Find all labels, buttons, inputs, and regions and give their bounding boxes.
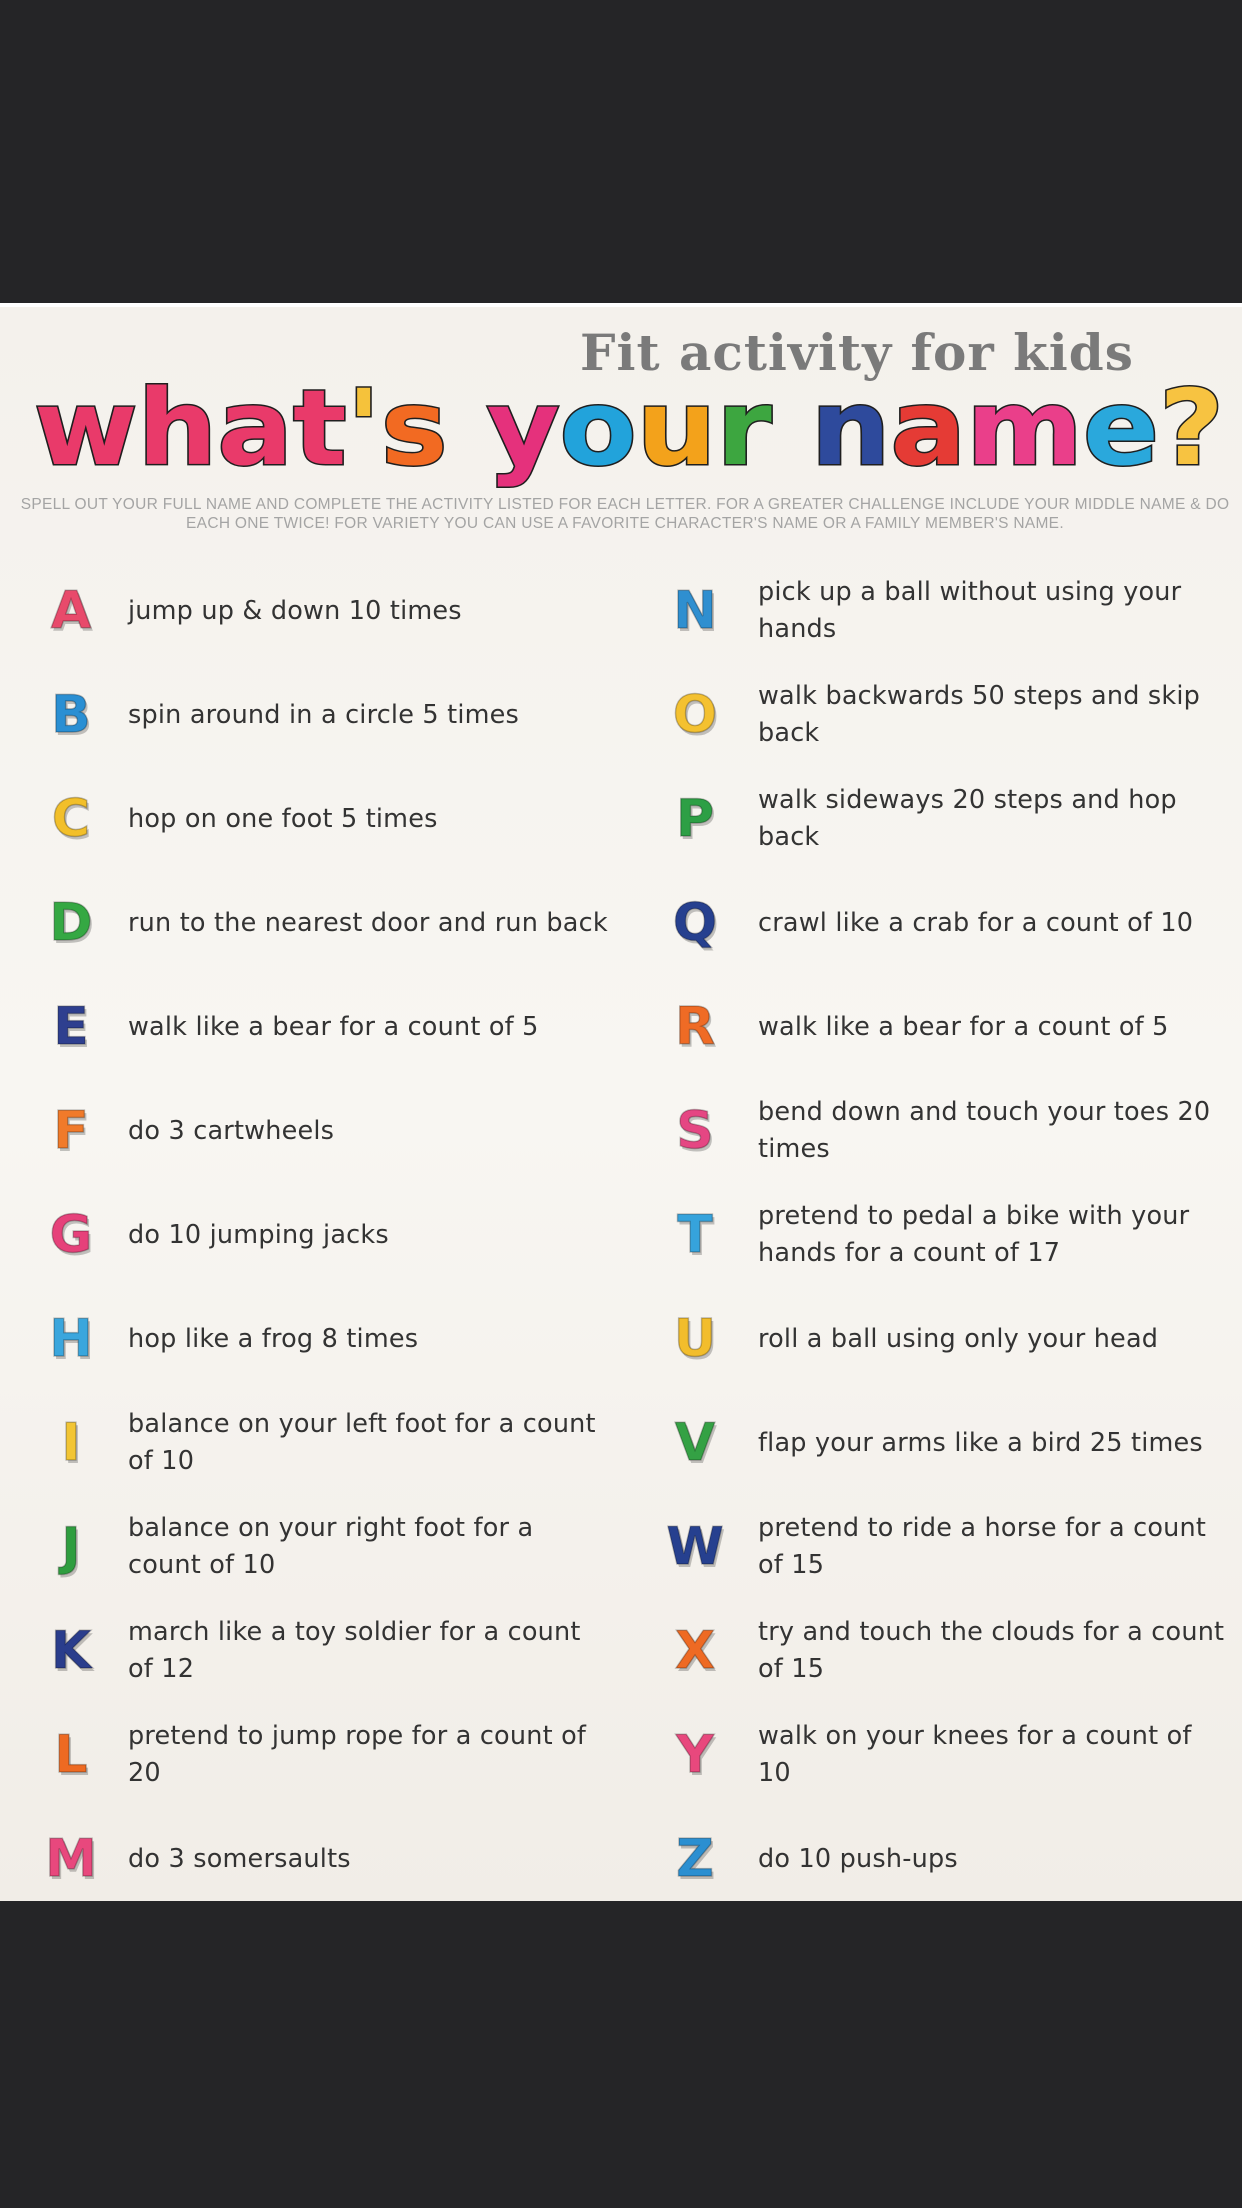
activity-text: try and touch the clouds for a count of 15 — [758, 1617, 1225, 1684]
activity-row-d — [0, 871, 608, 975]
activity-poster — [0, 303, 1242, 1901]
activity-text: roll a ball using only your head — [758, 1323, 1159, 1354]
letter-q: Q — [672, 893, 718, 953]
activity-text: hop on one foot 5 times — [128, 803, 438, 834]
poster-subtitle: Fit activity for kids — [580, 323, 1134, 382]
activity-text: march like a toy soldier for a count of 12 — [128, 1617, 581, 1684]
activity-text: do 10 jumping jacks — [128, 1219, 389, 1250]
activity-text: crawl like a crab for a count of 10 — [758, 907, 1194, 938]
activity-row-c — [0, 767, 600, 871]
letter-p: P — [675, 789, 715, 849]
activity-text: do 10 push-ups — [758, 1843, 958, 1874]
activity-row-z — [620, 1807, 1220, 1901]
activity-text: run to the nearest door and run back — [128, 907, 608, 938]
letter-x: X — [674, 1621, 716, 1681]
activity-row-b — [0, 663, 600, 767]
letter-a: A — [50, 581, 92, 641]
activity-row-a — [0, 559, 600, 663]
activity-row-h — [0, 1287, 600, 1391]
letter-b: B — [51, 685, 91, 745]
letter-f: F — [53, 1101, 89, 1161]
activity-text: pretend to jump rope for a count of 20 — [128, 1721, 587, 1788]
activity-text: hop like a frog 8 times — [128, 1323, 419, 1354]
letter-w: W — [666, 1517, 724, 1577]
activity-row-v — [620, 1391, 1220, 1495]
activity-row-e — [0, 975, 600, 1079]
activity-text: walk backwards 50 steps and skip back — [758, 681, 1201, 748]
activity-text: walk sideways 20 steps and hop back — [758, 785, 1177, 852]
activity-row-l — [0, 1703, 600, 1807]
poster-headline — [34, 359, 1242, 489]
letter-y: Y — [676, 1725, 714, 1785]
letter-k: K — [50, 1621, 92, 1681]
letter-z: Z — [676, 1829, 714, 1889]
activity-row-g — [0, 1183, 600, 1287]
activity-text: pretend to pedal a bike with your hands for a count of 17 — [758, 1201, 1190, 1268]
activity-text: pick up a ball without using your hands — [758, 577, 1182, 644]
poster-instructions: SPELL OUT YOUR FULL NAME AND COMPLETE THE ACTIVITY LISTED FOR EACH LETTER. FOR A GREATER CHALLENGE INCLUDE YOUR MIDDLE NAME & DO EACH ONE TWICE! FOR VARIETY YOU CAN USE A FAVORITE CHARACTER'S NAME OR A FAMILY MEMBER'S NAME. — [20, 496, 1230, 532]
letter-c: C — [51, 789, 91, 849]
activity-text: pretend to ride a horse for a count of 15 — [758, 1513, 1207, 1580]
activity-row-r — [620, 975, 1220, 1079]
letter-o: O — [672, 685, 718, 745]
activity-row-j — [0, 1495, 600, 1599]
activity-text: do 3 cartwheels — [128, 1115, 335, 1146]
activity-row-x — [620, 1599, 1225, 1703]
activity-text: flap your arms like a bird 25 times — [758, 1427, 1203, 1458]
activity-text: walk on your knees for a count of 10 — [758, 1721, 1192, 1788]
activity-text: balance on your right foot for a count of 10 — [128, 1513, 534, 1580]
letter-r: R — [674, 997, 716, 1057]
activity-text: spin around in a circle 5 times — [128, 699, 520, 730]
activity-row-i — [0, 1391, 600, 1495]
activity-row-n — [620, 559, 1220, 663]
activity-text: bend down and touch your toes 20 times — [758, 1097, 1211, 1164]
activity-text: jump up & down 10 times — [128, 595, 462, 626]
activity-row-u — [620, 1287, 1220, 1391]
letter-j: J — [61, 1517, 81, 1577]
activity-text: balance on your left foot for a count of 10 — [128, 1409, 596, 1476]
activity-row-m — [0, 1807, 600, 1901]
svg-text:what's your name?: what 's your name? — [34, 367, 1220, 489]
activity-row-t — [620, 1183, 1220, 1287]
activity-text: walk like a bear for a count of 5 — [758, 1011, 1169, 1042]
activity-text: walk like a bear for a count of 5 — [128, 1011, 539, 1042]
letter-u: U — [673, 1309, 717, 1369]
letter-g: G — [49, 1205, 93, 1265]
letter-i: I — [61, 1413, 81, 1473]
activity-text: do 3 somersaults — [128, 1843, 351, 1874]
letter-e: E — [53, 997, 89, 1057]
activity-row-f — [0, 1079, 600, 1183]
activity-row-q — [620, 871, 1220, 975]
activity-row-k — [0, 1599, 600, 1703]
letter-t: T — [677, 1205, 713, 1265]
letter-d: D — [49, 893, 93, 953]
letter-h: H — [49, 1309, 93, 1369]
activity-row-o — [620, 663, 1220, 767]
activity-row-y — [620, 1703, 1220, 1807]
activity-row-s — [620, 1079, 1220, 1183]
letter-s: S — [676, 1101, 714, 1161]
activity-row-p — [620, 767, 1220, 871]
letter-l: L — [54, 1725, 88, 1785]
letter-v: V — [674, 1413, 716, 1473]
letter-m: M — [45, 1829, 97, 1889]
letter-n: N — [673, 581, 717, 641]
activity-row-w — [620, 1495, 1220, 1599]
